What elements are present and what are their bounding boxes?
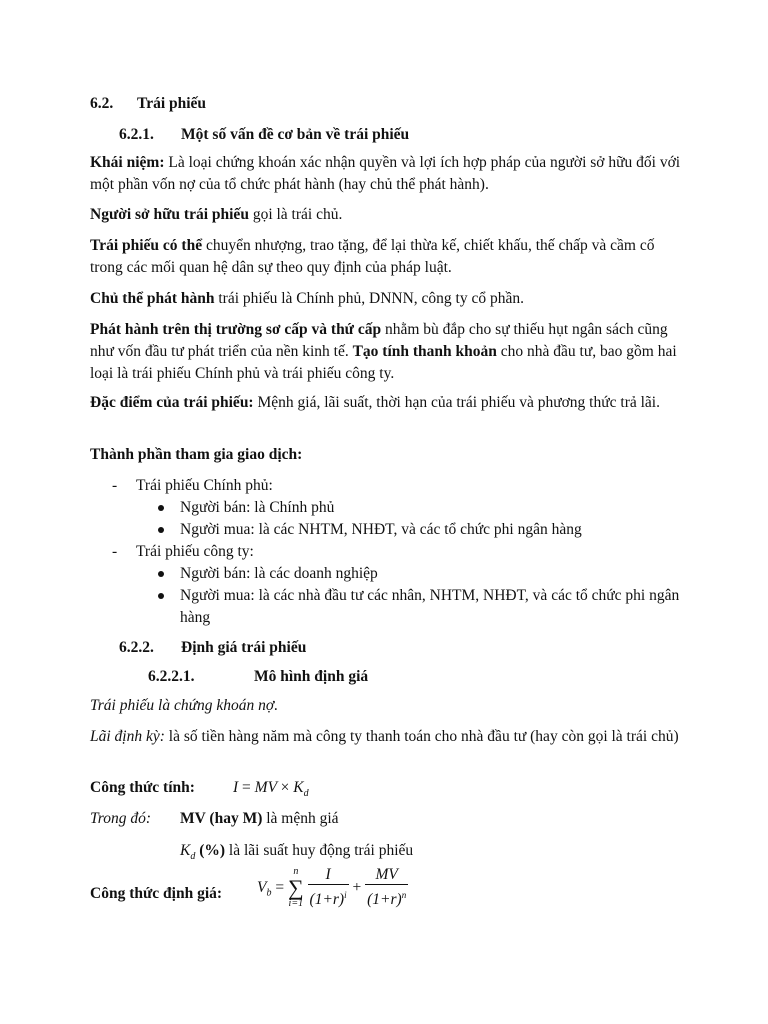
- list-item-label: Trái phiếu công ty:: [136, 543, 254, 560]
- kd-definition: $K_d$ (%) là lãi suất huy động trái phiếu: [180, 842, 414, 862]
- paragraph-text: trái phiếu là Chính phủ, DNNN, công ty cổ phần.: [214, 290, 524, 307]
- heading-6-2-2-1: [148, 666, 368, 688]
- heading-6-2-1: [119, 124, 409, 146]
- term-dac-diem: Đặc điểm của trái phiếu:: [90, 394, 254, 411]
- mv-definition: MV (hay M) là mệnh giá: [180, 810, 339, 827]
- paragraph-text: cho nhà đầu tư, bao gồm hai loại là trái phiếu Chính phủ và trái phiếu công ty.: [90, 343, 677, 382]
- bullet-dot: [158, 527, 164, 533]
- formula-label: Công thức định giá:: [90, 885, 223, 902]
- dash-marker: -: [112, 543, 118, 560]
- paragraph-dac-diem: [90, 392, 690, 414]
- term-khai-niem: Khái niệm:: [90, 154, 165, 171]
- term-nguoi-so-huu: Người sở hữu trái phiếu: [90, 206, 249, 223]
- interest-equation: I = MV × $K_d$: [233, 779, 309, 799]
- heading-title: Trái phiếu: [137, 95, 207, 112]
- heading-title: Mô hình định giá: [254, 668, 369, 685]
- paragraph-lai-dinh-ky: [90, 726, 690, 748]
- term-thanh-khoan: Tạo tính thanh khoản: [352, 343, 497, 360]
- dash-marker: -: [112, 477, 118, 494]
- heading-6-2-2: [119, 637, 306, 659]
- term-phat-hanh: Phát hành trên thị trường sơ cấp và thứ cấp: [90, 321, 382, 338]
- term-chu-the: Chủ thể phát hành: [90, 290, 215, 307]
- fraction-interest: $\frac{I}{(1+r)^i}$: [309, 866, 347, 909]
- formula-label: Công thức tính:: [90, 779, 195, 796]
- paragraph-khai-niem: [90, 152, 690, 196]
- trong-do-label: Trong đó:: [90, 810, 152, 827]
- list-item-label: Trái phiếu Chính phủ:: [136, 477, 273, 494]
- bullet-text: Người mua: là các nhà đầu tư các nhân, NHTM, NHĐT, và các tổ chức phi ngân hàng: [180, 587, 680, 626]
- paragraph-text: nhằm bù đắp cho sự thiếu hụt ngân sách cũng như vốn đầu tư phát triển của nền kinh tế.: [90, 321, 668, 360]
- formula-interest: [90, 777, 690, 799]
- bullet-dot: [158, 593, 164, 599]
- heading-title: Định giá trái phiếu: [181, 639, 307, 656]
- term-co-the: Trái phiếu có thể: [90, 237, 203, 254]
- heading-number: 6.2.2.1.: [148, 668, 195, 685]
- paragraph-co-the: [90, 235, 690, 279]
- term-thanh-phan: Thành phần tham gia giao dịch:: [90, 446, 303, 463]
- paragraph-text: là số tiền hàng năm mà công ty thanh toán cho nhà đầu tư (hay còn gọi là trái chủ): [164, 728, 679, 745]
- paragraph-text: gọi là trái chủ.: [248, 206, 343, 223]
- bullet-text: Người bán: là các doanh nghiệp: [180, 565, 378, 582]
- definition-text: Là loại chứng khoán xác nhận quyền và lợi ích hợp pháp của người sở hữu đối với một phần vốn nợ của tổ chức phát hành (hay chủ thể phát hành).: [90, 154, 681, 193]
- trong-do-mv: [90, 808, 690, 830]
- paragraph-thanh-phan: [90, 444, 690, 466]
- paragraph-text: Mệnh giá, lãi suất, thời hạn của trái phiếu và phương thức trả lãi.: [253, 394, 660, 411]
- heading-number: 6.2.2.: [119, 639, 154, 656]
- term-lai-dinh-ky: Lãi định kỳ:: [90, 728, 165, 745]
- fraction-face-value: $\frac{MV}{(1+r)^n}$: [367, 866, 407, 909]
- heading-6-2: [90, 93, 206, 115]
- bullet-dot: [158, 571, 164, 577]
- paragraph-phat-hanh: [90, 319, 690, 385]
- heading-number: 6.2.1.: [119, 126, 154, 143]
- paragraph-nguoi-so-huu: [90, 204, 690, 226]
- bullet-dot: [158, 505, 164, 511]
- heading-number: 6.2.: [90, 95, 114, 112]
- heading-title: Một số vấn đề cơ bản về trái phiếu: [181, 126, 410, 143]
- valuation-equation: $V_b$ = n ∑ i=1 $\frac{I}{(1+r)^i}$ + $\frac{MV}{(1+r)^n}$: [257, 866, 407, 910]
- paragraph-chung-khoan-no: Trái phiếu là chứng khoán nợ.: [90, 697, 279, 714]
- paragraph-text: chuyển nhượng, trao tặng, để lại thừa kế, chiết khấu, thế chấp và cầm cố trong các mối quan hệ dân sự theo quy định của pháp luật.: [90, 237, 655, 276]
- paragraph-chu-the: [90, 288, 690, 310]
- bullet-text: Người bán: là Chính phủ: [180, 499, 335, 516]
- bullet-text: Người mua: là các NHTM, NHĐT, và các tổ chức phi ngân hàng: [180, 521, 582, 538]
